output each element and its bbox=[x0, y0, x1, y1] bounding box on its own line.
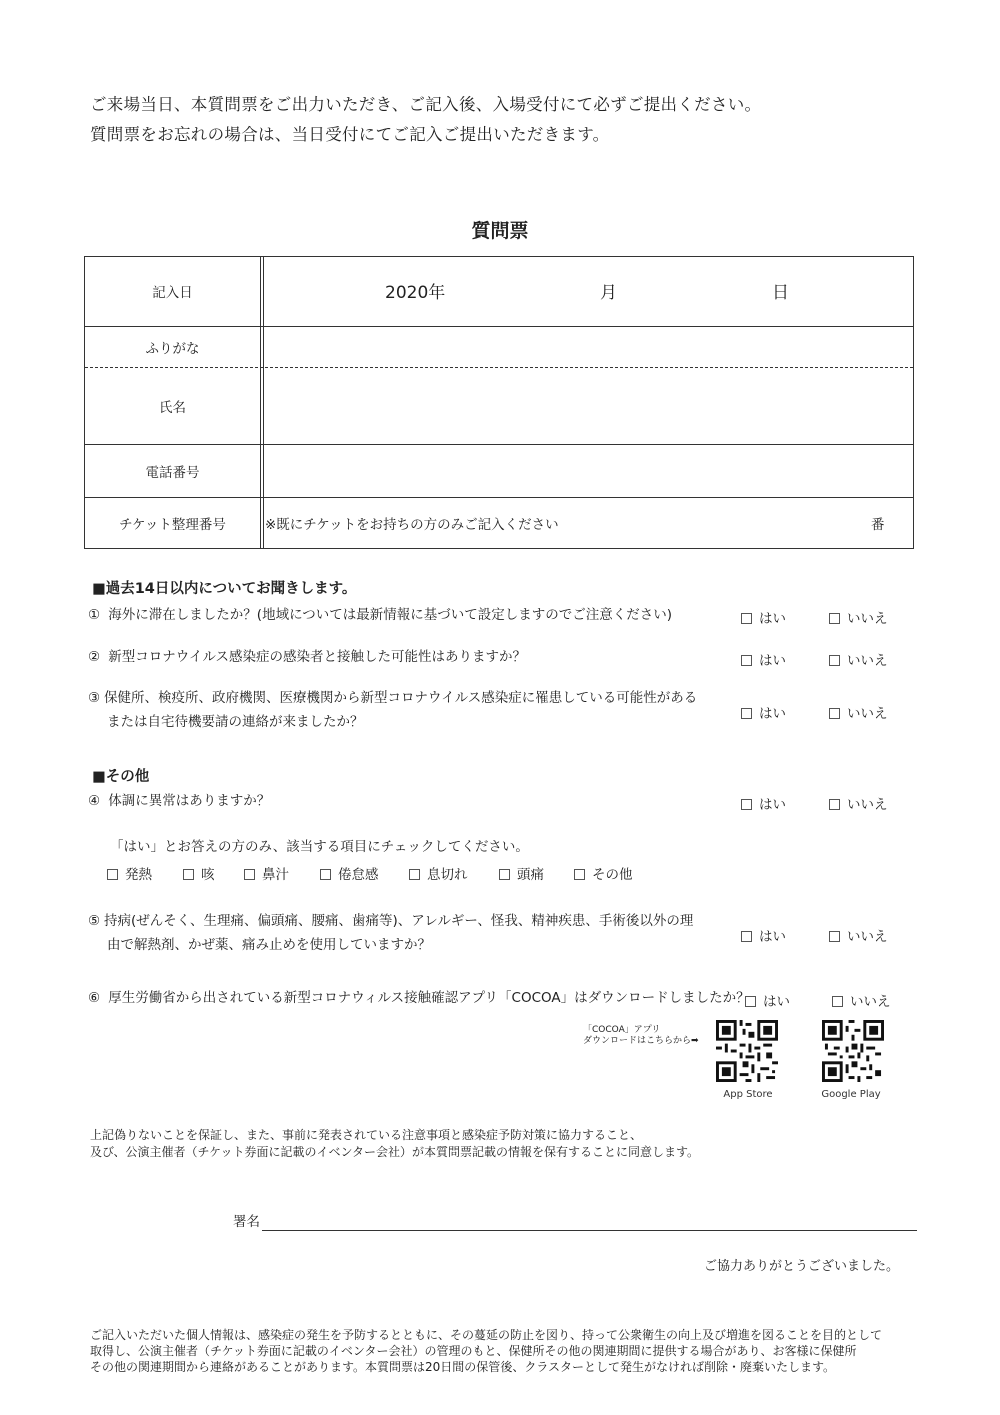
privacy-notice bbox=[90, 1327, 882, 1375]
agreement-text bbox=[90, 1127, 699, 1161]
checkbox[interactable] bbox=[832, 996, 843, 1007]
section-heading-past-14-days: ■過去14日以内についてお聞きします。 bbox=[92, 581, 357, 597]
date-day[interactable]: 日 bbox=[772, 283, 789, 303]
q1-no-option[interactable] bbox=[829, 607, 888, 627]
app-store-label: App Store bbox=[723, 1089, 773, 1100]
symptom-label: 鼻汁 bbox=[262, 867, 289, 883]
google-play-qr-icon[interactable] bbox=[822, 1020, 884, 1082]
privacy-line-1: ご記入いただいた個人情報は、感染症の発生を予防するとともに、その蔓延の防止を図り、持って公衆衛生の向上及び増進を図ることを目的として bbox=[90, 1328, 883, 1342]
checkbox[interactable] bbox=[183, 869, 194, 880]
question-number: ② bbox=[88, 649, 101, 665]
agreement-line-2: 及び、公演主催者（チケット券面に記載のイベンター会社）が本質問票記載の情報を保有することに同意します。 bbox=[90, 1145, 700, 1159]
symptom-label: 息切れ bbox=[427, 867, 468, 883]
checkbox[interactable] bbox=[741, 799, 752, 810]
checkbox[interactable] bbox=[741, 613, 752, 624]
column-divider bbox=[260, 257, 264, 548]
symptom-fatigue[interactable] bbox=[320, 863, 379, 883]
thanks-text: ご協力ありがとうございました。 bbox=[704, 1259, 900, 1274]
option-label: いいえ bbox=[850, 994, 891, 1010]
checkbox[interactable] bbox=[741, 708, 752, 719]
option-label: いいえ bbox=[847, 706, 888, 722]
symptom-headache[interactable] bbox=[499, 863, 544, 883]
option-label: いいえ bbox=[847, 929, 888, 945]
name-field[interactable] bbox=[265, 368, 913, 443]
ticket-suffix: 番 bbox=[871, 517, 885, 533]
symptom-other[interactable] bbox=[574, 863, 633, 883]
symptom-label: 頭痛 bbox=[517, 867, 544, 883]
q6-yes-option[interactable] bbox=[745, 990, 790, 1010]
q5-yes-option[interactable] bbox=[741, 925, 786, 945]
privacy-line-3: その他の関連期間から連絡があることがあります。本質問票は20日間の保管後、クラスターとして発生がなければ削除・廃棄いたします。 bbox=[90, 1360, 835, 1374]
row-divider bbox=[85, 497, 913, 498]
symptom-label: 発熱 bbox=[125, 867, 152, 883]
q3-no-option[interactable] bbox=[829, 702, 888, 722]
phone-label: 電話番号 bbox=[145, 465, 200, 481]
checkbox[interactable] bbox=[745, 996, 756, 1007]
symptom-label: 咳 bbox=[201, 867, 215, 883]
option-label: はい bbox=[759, 653, 786, 669]
symptom-label: 倦怠感 bbox=[338, 867, 379, 883]
question-text: 保健所、検疫所、政府機関、医療機関から新型コロナウイルス感染症に罹患している可能性がある bbox=[104, 690, 698, 706]
cocoa-note-line-1: 「COCOA」アプリ bbox=[583, 1025, 661, 1035]
signature-line[interactable] bbox=[262, 1230, 917, 1231]
checkbox[interactable] bbox=[107, 869, 118, 880]
date-year: 2020年 bbox=[385, 283, 446, 303]
option-label: はい bbox=[763, 994, 790, 1010]
q4-no-option[interactable] bbox=[829, 793, 888, 813]
q4-subinstruction: 「はい」とお答えの方のみ、該当する項目にチェックしてください。 bbox=[110, 839, 529, 855]
checkbox[interactable] bbox=[409, 869, 420, 880]
question-number: ⑥ bbox=[88, 990, 101, 1006]
question-text: 新型コロナウイルス感染症の感染者と接触した可能性はありますか？ bbox=[108, 649, 526, 665]
q5-no-option[interactable] bbox=[829, 925, 888, 945]
google-play-label: Google Play bbox=[821, 1089, 881, 1100]
q4-yes-option[interactable] bbox=[741, 793, 786, 813]
name-label: 氏名 bbox=[159, 400, 186, 416]
question-5 bbox=[88, 909, 693, 957]
question-text-cont: 由で解熱剤、かぜ薬、痛み止めを使用していますか？ bbox=[107, 937, 431, 953]
question-2 bbox=[88, 645, 526, 669]
question-text: 持病(ぜんそく、生理痛、偏頭痛、腰痛、歯痛等)、アレルギー、怪我、精神疾患、手術後以外の理 bbox=[104, 913, 694, 929]
intro-line-2: 質問票をお忘れの場合は、当日受付にてご記入ご提出いただきます。 bbox=[90, 125, 610, 144]
q1-yes-option[interactable] bbox=[741, 607, 786, 627]
ticket-number-label: チケット整理番号 bbox=[119, 517, 226, 533]
intro-line-1: ご来場当日、本質問票をご出力いただき、ご記入後、入場受付にて必ずご提出ください。 bbox=[90, 95, 762, 114]
option-label: いいえ bbox=[847, 611, 888, 627]
symptom-shortness-of-breath[interactable] bbox=[409, 863, 468, 883]
checkbox[interactable] bbox=[829, 613, 840, 624]
page-title: 質問票 bbox=[471, 220, 529, 242]
section-heading-other: ■その他 bbox=[92, 769, 150, 785]
question-6 bbox=[88, 986, 750, 1010]
date-label: 記入日 bbox=[152, 285, 193, 301]
checkbox[interactable] bbox=[244, 869, 255, 880]
option-label: はい bbox=[759, 706, 786, 722]
question-text-cont: または自宅待機要請の連絡が来ましたか？ bbox=[107, 714, 364, 730]
question-number: ③ bbox=[88, 690, 101, 706]
checkbox[interactable] bbox=[829, 931, 840, 942]
cocoa-note-line-2: ダウンロードはこちらから➡ bbox=[583, 1036, 699, 1046]
info-form-table bbox=[84, 256, 914, 549]
question-text: 厚生労働省から出されている新型コロナウィルス接触確認アプリ「COCOA」はダウンロードしましたか？ bbox=[108, 990, 750, 1006]
option-label: はい bbox=[759, 611, 786, 627]
option-label: いいえ bbox=[847, 653, 888, 669]
ticket-note: ※既にチケットをお持ちの方のみご記入ください bbox=[265, 517, 559, 533]
furigana-label: ふりがな bbox=[145, 341, 200, 357]
question-3 bbox=[88, 686, 697, 734]
q2-no-option[interactable] bbox=[829, 649, 888, 669]
symptom-label: その他 bbox=[592, 867, 633, 883]
checkbox[interactable] bbox=[741, 655, 752, 666]
q6-no-option[interactable] bbox=[832, 990, 891, 1010]
q2-yes-option[interactable] bbox=[741, 649, 786, 669]
option-label: はい bbox=[759, 797, 786, 813]
phone-field[interactable] bbox=[265, 445, 913, 496]
question-text: 体調に異常はありますか？ bbox=[108, 793, 271, 809]
checkbox[interactable] bbox=[574, 869, 585, 880]
date-month[interactable]: 月 bbox=[600, 283, 617, 303]
agreement-line-1: 上記偽りないことを保証し、また、事前に発表されている注意事項と感染症予防対策に協力すること、 bbox=[90, 1128, 643, 1142]
symptom-fever[interactable] bbox=[107, 863, 152, 883]
checkbox[interactable] bbox=[320, 869, 331, 880]
q3-yes-option[interactable] bbox=[741, 702, 786, 722]
question-number: ⑤ bbox=[88, 913, 101, 929]
checkbox[interactable] bbox=[499, 869, 510, 880]
option-label: いいえ bbox=[847, 797, 888, 813]
symptom-runny-nose[interactable] bbox=[244, 863, 289, 883]
checkbox[interactable] bbox=[741, 931, 752, 942]
question-4 bbox=[88, 789, 270, 813]
cocoa-note bbox=[583, 1025, 699, 1047]
symptom-cough[interactable] bbox=[183, 863, 215, 883]
question-1 bbox=[88, 603, 672, 627]
question-text: 海外に滞在しましたか？(地域については最新情報に基づいて設定しますのでご注意ください) bbox=[108, 607, 673, 623]
option-label: はい bbox=[759, 929, 786, 945]
signature-label: 署名 bbox=[233, 1214, 260, 1230]
app-store-qr-icon[interactable] bbox=[716, 1020, 778, 1082]
question-number: ④ bbox=[88, 793, 101, 809]
privacy-line-2: 取得し、公演主催者（チケット券面に記載のイベンター会社）の管理のもと、保健所その他の関連期間に提供する場合があり、お客様に保健所 bbox=[90, 1344, 857, 1358]
checkbox[interactable] bbox=[829, 708, 840, 719]
checkbox[interactable] bbox=[829, 799, 840, 810]
furigana-field[interactable] bbox=[265, 327, 913, 366]
checkbox[interactable] bbox=[829, 655, 840, 666]
question-number: ① bbox=[88, 607, 101, 623]
